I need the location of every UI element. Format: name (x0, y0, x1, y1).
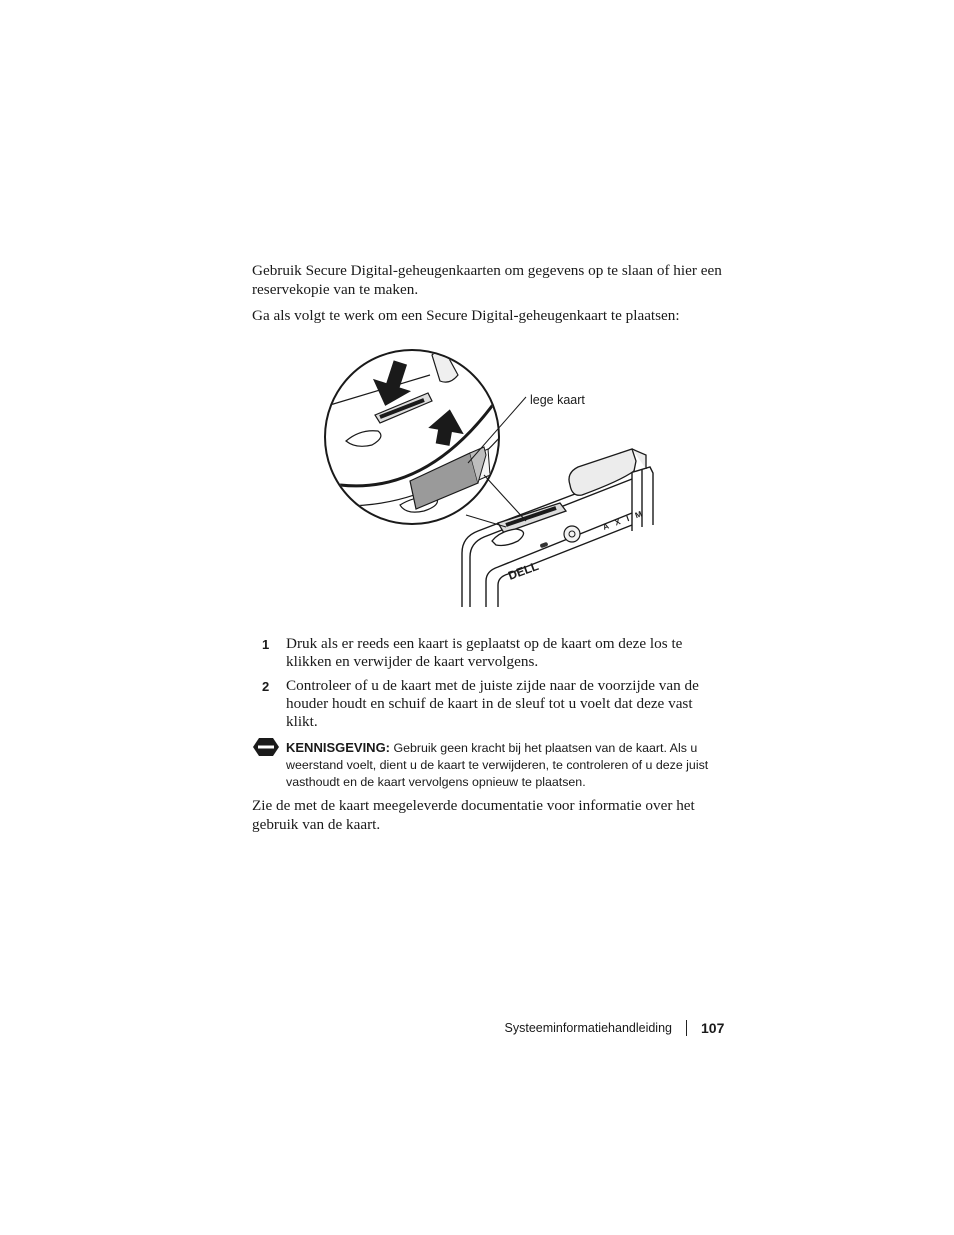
step-number: 1 (262, 637, 270, 652)
device-outline (462, 467, 653, 607)
page-footer (0, 1020, 954, 1040)
device-slot (492, 503, 566, 546)
step-text: Controleer of u de kaart met de juiste zijde naar de voorzijde van de houder houdt en schuif de kaart in de sleuf tot u voelt dat deze vast klikt. (286, 677, 699, 730)
step-text: Druk als er reeds een kaart is geplaatst op de kaart om deze los te klikken en verwijder de kaart vervolgens. (286, 635, 683, 670)
axim-model-text: AXIM (601, 507, 650, 532)
dell-logo: DELL (506, 558, 541, 583)
step-item (252, 635, 732, 675)
notice-box (252, 737, 732, 793)
notice-text: Gebruik geen kracht bij het plaatsen van de kaart. Als u weerstand voelt, dient u de kaart te verwijderen, te controleren of u deze juist vasthoudt en de kaart vervolgens opnieuw te plaatsen. (286, 741, 709, 789)
step-item (252, 677, 732, 737)
magnified-inset (320, 345, 510, 524)
sd-card-insertion-illustration (320, 345, 660, 610)
notice-label: KENNISGEVING: (286, 740, 391, 755)
footer-separator (686, 1020, 687, 1036)
notice-icon (252, 737, 280, 757)
power-button (564, 526, 580, 542)
instruction-lead-paragraph: Ga als volgt te werk om een Secure Digital-geheugenkaart te plaatsen: (252, 307, 680, 324)
step-number: 2 (262, 679, 270, 694)
intro-paragraph: Gebruik Secure Digital-geheugenkaarten om gegevens op te slaan of hier een reservekopie van te maken. (252, 262, 722, 298)
closing-paragraph: Zie de met de kaart meegeleverde documentatie voor informatie over het gebruik van de kaart. (252, 797, 695, 833)
page-number: 107 (701, 1020, 725, 1036)
callout-lege-kaart: lege kaart (530, 393, 585, 407)
footer-title: Systeeminformatiehandleiding (504, 1021, 672, 1035)
